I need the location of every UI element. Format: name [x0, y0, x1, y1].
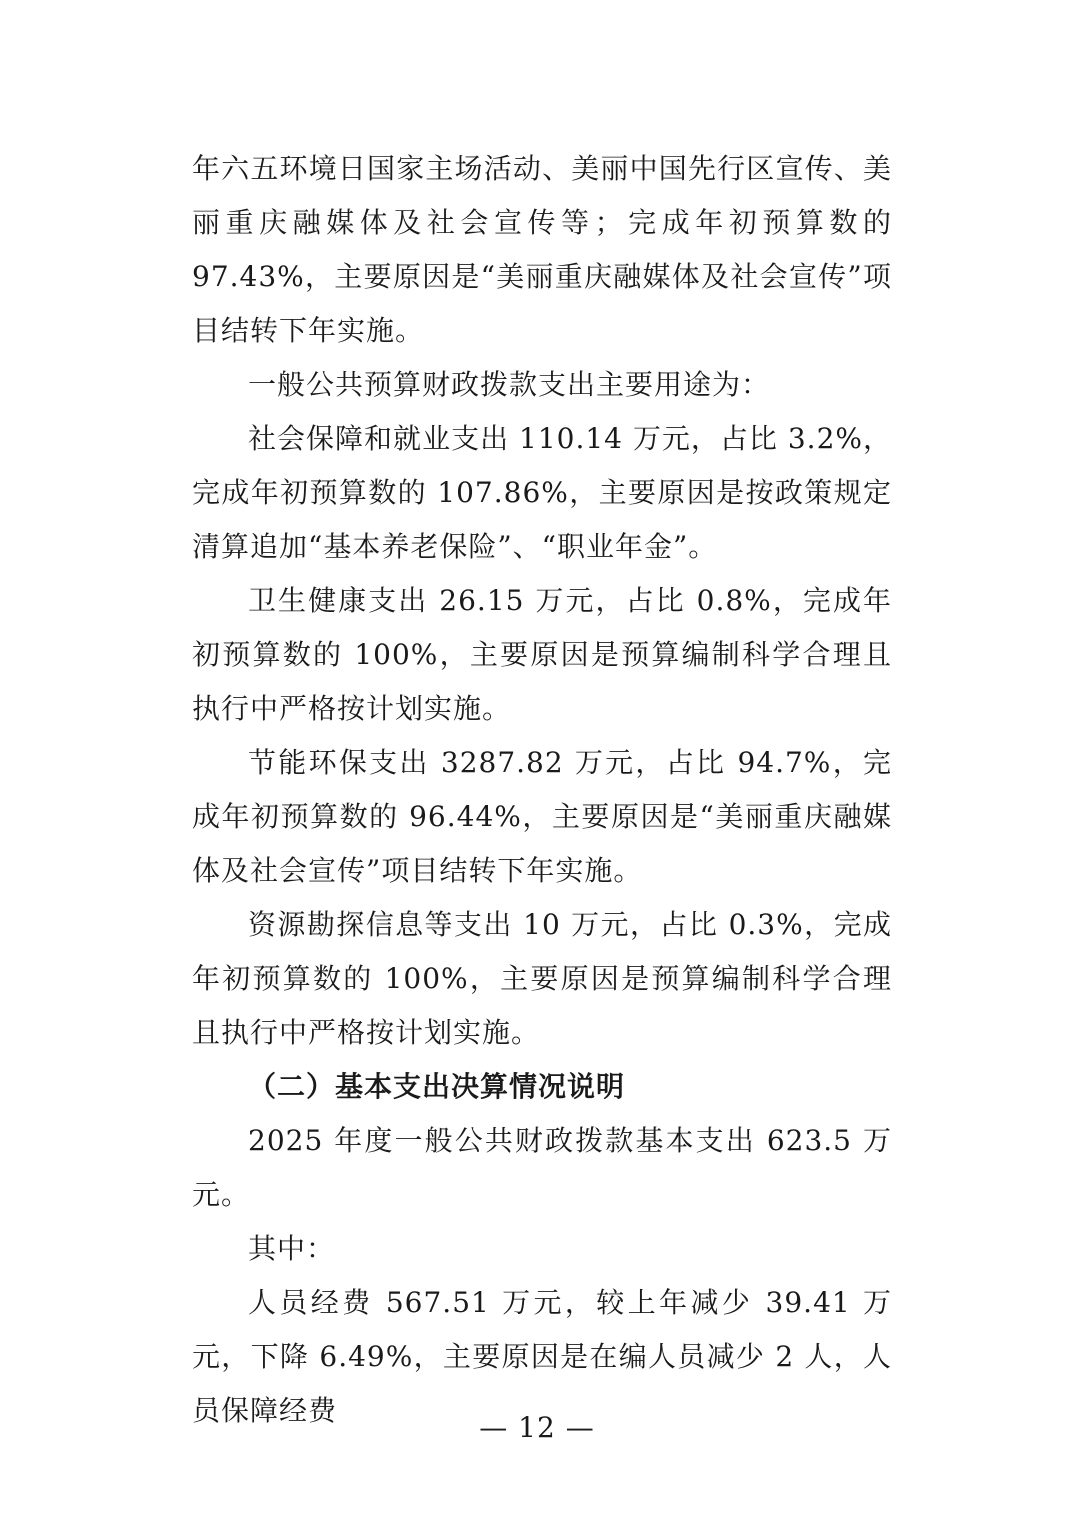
paragraph-social-security: 社会保障和就业支出 110.14 万元，占比 3.2%，完成年初预算数的 107.86%，主要原因是按政策规定清算追加“基本养老保险”、“职业年金”。: [192, 422, 892, 563]
paragraph-environment: 节能环保支出 3287.82 万元，占比 94.7%，完成年初预算数的 96.44%，主要原因是“美丽重庆融媒体及社会宣传”项目结转下年实施。: [192, 746, 892, 887]
paragraph-basic-expenditure: 2025 年度一般公共财政拨款基本支出 623.5 万元。: [192, 1124, 892, 1211]
paragraph-among: 其中：: [248, 1232, 336, 1265]
section-heading: （二）基本支出决算情况说明: [248, 1070, 626, 1103]
paragraph-resources: 资源勘探信息等支出 10 万元，占比 0.3%，完成年初预算数的 100%，主要原因是预算编制科学合理且执行中严格按计划实施。: [192, 908, 892, 1049]
body-text: [192, 142, 892, 1438]
paragraph-continuation: 年六五环境日国家主场活动、美丽中国先行区宣传、美丽重庆融媒体及社会宣传等；完成年初预算数的 97.43%，主要原因是“美丽重庆融媒体及社会宣传”项目结转下年实施。: [192, 152, 892, 347]
paragraph-personnel: 人员经费 567.51 万元，较上年减少 39.41 万元，下降 6.49%，主要原因是在编人员减少 2 人，人员保障经费: [192, 1286, 892, 1427]
paragraph-health: 卫生健康支出 26.15 万元，占比 0.8%，完成年初预算数的 100%，主要原因是预算编制科学合理且执行中严格按计划实施。: [192, 584, 892, 725]
page-number: — 12 —: [479, 1411, 595, 1444]
paragraph-usage-intro: 一般公共预算财政拨款支出主要用途为：: [248, 368, 771, 401]
